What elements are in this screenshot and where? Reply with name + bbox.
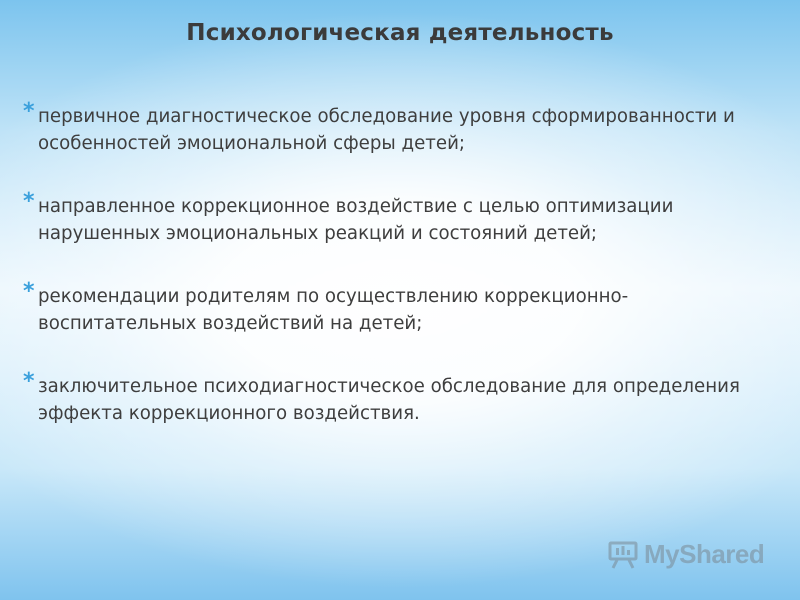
presentation-board-icon [608,539,638,569]
bullet-marker-icon: * [23,99,35,124]
bullet-marker-icon: * [23,279,35,304]
watermark-logo [608,536,768,572]
bullet-list [23,99,783,463]
bullet-text: направленное коррекционное воздействие с целью оптимизации нарушенных эмоциональных реакций и состояний детей; [38,196,674,244]
slide-title: Психологическая деятельность [186,20,614,46]
bullet-text: первичное диагностическое обследование уровня сформированности и особенностей эмоциональной сферы детей; [38,106,735,154]
watermark-text: MyShared [644,538,765,569]
bullet-marker-icon: * [23,189,35,214]
bullet-item [23,279,783,337]
bullet-item [23,189,783,247]
bullet-text: заключительное психодиагностическое обследование для определения эффекта коррекционного воздействия. [38,376,740,424]
bullet-marker-icon: * [23,369,35,394]
bullet-text: рекомендации родителям по осуществлению коррекционно-воспитательных воздействий на детей; [38,286,629,334]
bullet-item [23,99,783,157]
bullet-item [23,369,783,427]
